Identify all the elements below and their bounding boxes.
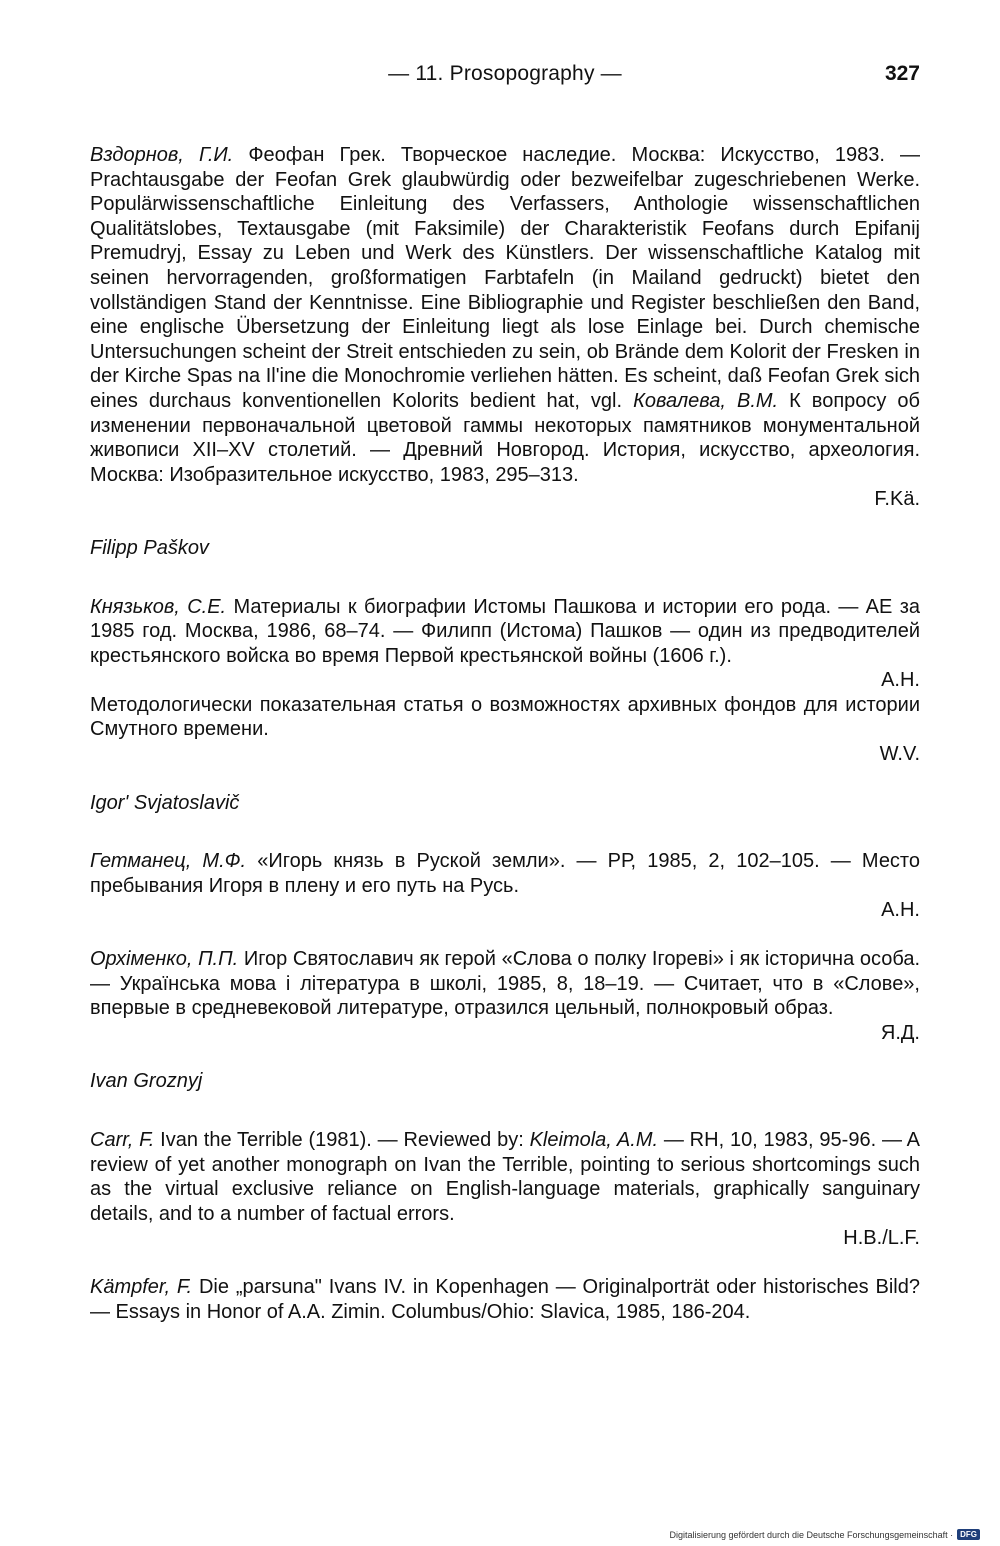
bibliography-entry-orkhimenko xyxy=(90,947,920,1045)
entry-text xyxy=(90,947,920,1021)
footer-text: Digitalisierung gefördert durch die Deutsche Forschungsgemeinschaft · xyxy=(669,1529,954,1540)
bibliography-entry-getmanets xyxy=(90,849,920,923)
bibliography-entry-carr xyxy=(90,1128,920,1251)
reviewer-initials: A.H. xyxy=(881,899,920,922)
running-title: — 11. Prosopography — xyxy=(388,62,622,85)
entry-body-continued: К вопросу об изменении первоначальной цветовой гаммы некоторых памятников монументальной живописи XII–XV столетий. — Древний Новгород. История, искусство, археология. Москва: Изобразительное искусство, 1983, 295–313. xyxy=(90,389,921,486)
bibliography-entry-vzdornov xyxy=(90,143,920,512)
entry-author: Орхіменко, П.П. xyxy=(90,948,239,971)
entry-text xyxy=(90,1275,920,1324)
entry-body: «Игорь князь в Руской земли». — РР, 1985, 2, 102–105. — Место пребывания Игоря в плену и его путь на Русь. xyxy=(90,850,920,897)
reviewer-initials: A.H. xyxy=(881,669,920,692)
entry-author: Kämpfer, F. xyxy=(90,1275,193,1298)
entry-body: Материалы к биографии Истомы Пашкова и истории его рода. — АЕ за 1985 год. Москва, 1986, 68–74. — Филипп (Истома) Пашков — один из предводителей крестьянского войска во время Первой крестьянской войны (1606 г.). xyxy=(90,595,921,667)
section-heading-paskov: Filipp Paškov xyxy=(90,536,209,559)
cited-author: Ковалева, В.М. xyxy=(633,389,779,412)
cited-author: Kleimola, A.M. xyxy=(529,1129,659,1151)
bibliography-entry-knyazkov xyxy=(90,595,920,767)
entry-author: Князьков, С.Е. xyxy=(90,595,227,618)
entry-text xyxy=(90,1128,920,1226)
entry-body: Ivan the Terrible (1981). — Reviewed by: xyxy=(154,1129,530,1151)
entry-text xyxy=(90,595,920,669)
digitization-footer xyxy=(669,1529,980,1540)
bibliography-entry-kaempfer xyxy=(90,1275,920,1324)
entry-author: Гетманец, М.Ф. xyxy=(90,850,247,873)
page-header xyxy=(90,62,920,92)
entry-text xyxy=(90,143,920,487)
dfg-logo: DFG xyxy=(957,1529,980,1540)
reviewer-initials: Я.Д. xyxy=(880,1021,920,1044)
entry-text xyxy=(90,849,920,898)
entry-body: Die „parsuna" Ivans IV. in Kopenhagen — Originalporträt oder historisches Bild? — Essays in Honor of A.A. Zimin. Columbus/Ohio: Slavica, 1985, 186-204. xyxy=(90,1275,920,1323)
entry-body: Игор Святославич як герой «Слова о полку Ігоревi» і як історична особа. — Українська мова і література в школі, 1985, 8, 18–19. — Считает, что в «Слове», впервые в средневековой литературе, отразился цельный, полнокровый образ. xyxy=(90,948,921,1020)
section-heading-igor: Igor' Svjatoslavič xyxy=(90,791,240,814)
entry-body-continued: — RH, 10, 1983, 95-96. — A review of yet another monograph on Ivan the Terrible, pointing to serious shortcomings such as the virtual exclusive reliance on English-language materials, graphically sanguinary details, and to a number of factual errors. xyxy=(90,1129,921,1225)
entry-comment: Методологически показательная статья о возможностях архивных фондов для истории Смутного времени. xyxy=(90,693,920,741)
entry-author: Вздорнов, Г.И. xyxy=(90,144,234,166)
reviewer-initials: F.Kä. xyxy=(874,488,920,511)
entry-body: Феофан Грек. Творческое наследие. Москва: Искусство, 1983. — Prachtausgabe der Feofan Grek glaubwürdig oder bezweifelbar zugeschriebenen Werke. Populärwissenschaftliche Einleitung des Verfassers, Anthologie wissenschaftlichen Qualitätslobes, Textausgabe (mit Faksimile) der Charakteristik Feofans durch Epifanij Premudryj, Essay zu Leben und Werk des Künstlers. Der wissenschaftliche Katalog mit seinen hervorragenden, großformatigen Farbtafeln (in Mailand gedruckt) bietet den vollständigen Stand der Kenntnisse. Eine Bibliographie und Register beschließen den Band, eine englische Übersetzung der Einleitung liegt als lose Einlage bei. Durch chemische Untersuchungen scheint der Streit entschieden zu sein, ob Brände dem Kolorit der Fresken in der Kirche Spas na Il'ine die Monochromie verliehen hätten. Es scheint, daß Feofan Grek sich eines durchaus konventionellen Kolorits bedient hat, vgl. xyxy=(90,144,921,412)
page-content xyxy=(90,143,920,1348)
section-heading-ivan: Ivan Groznyj xyxy=(90,1070,203,1093)
page-number: 327 xyxy=(884,62,920,85)
reviewer-initials-2: W.V. xyxy=(879,743,920,766)
reviewer-initials: H.B./L.F. xyxy=(843,1227,920,1250)
entry-author: Carr, F. xyxy=(90,1129,155,1151)
